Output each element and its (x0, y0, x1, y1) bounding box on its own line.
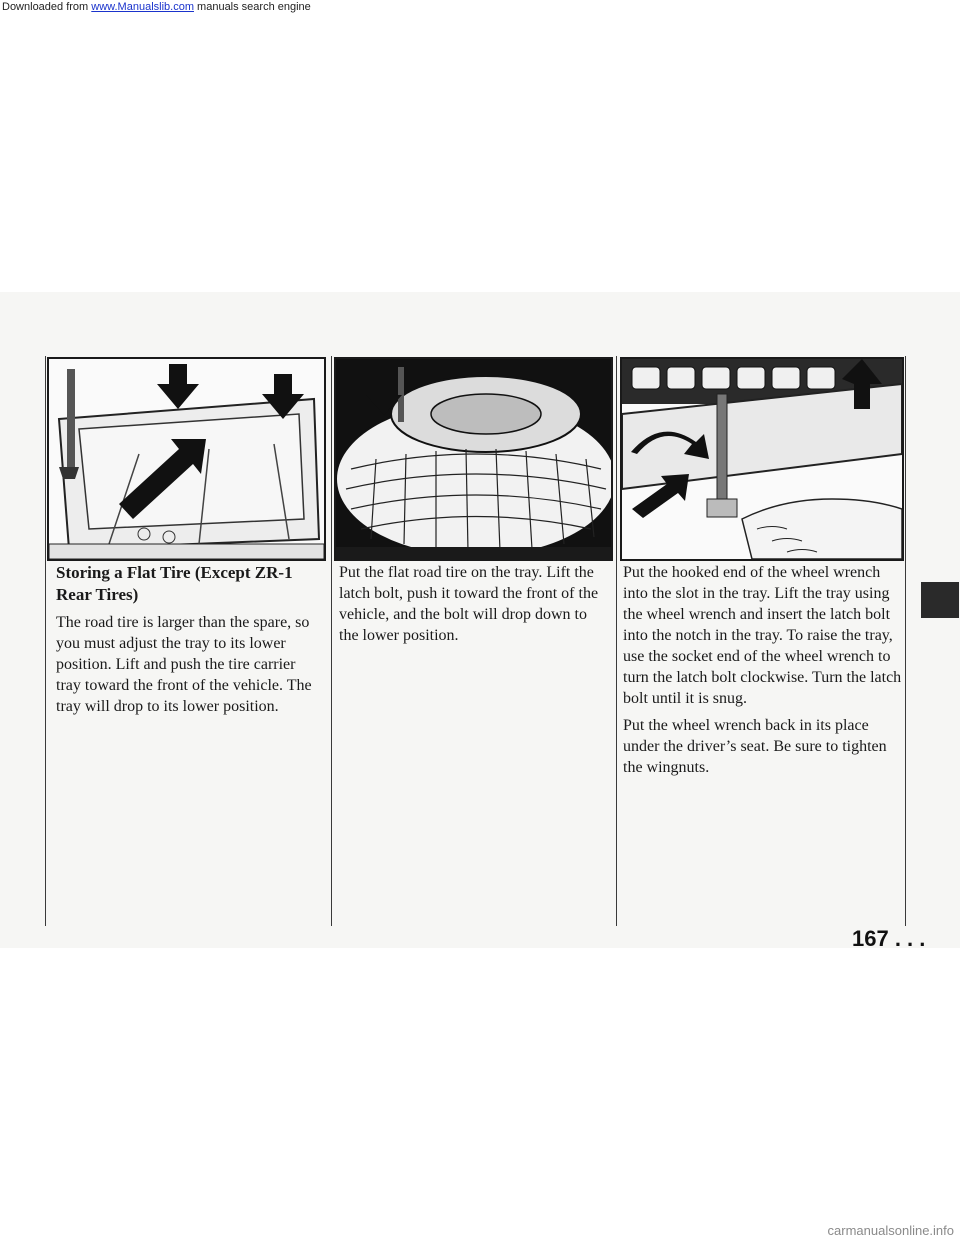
figure-tire-carrier-tray (47, 357, 326, 561)
section-tab-marker (921, 582, 959, 618)
column-3-paragraph-1: Put the hooked end of the wheel wrench into the slot in the tray. Lift the tray using the wheel wrench and insert the latch bolt into the notch in the tray. To raise the tray, use the socket end of the wheel wrench to turn the latch bolt clockwise. Turn the latch bolt until it is snug. (623, 564, 902, 707)
column-rule-far (905, 356, 906, 926)
header-suffix: manuals search engine (197, 1, 311, 13)
figure-wrench-raising-tray (620, 357, 904, 561)
column-2-paragraph: Put the flat road tire on the tray. Lift the latch bolt, push it toward the front of the vehicle, and the bolt will drop down to the lower position. (339, 564, 599, 644)
column-1-paragraph: The road tire is larger than the spare, so you must adjust the tray to its lower position. Lift and push the tire carrier tray toward the front of the vehicle. The tray will drop to its lower position. (56, 614, 312, 715)
watermark: carmanualsonline.info (827, 1223, 954, 1238)
figure-flat-tire-on-tray (334, 357, 613, 561)
column-rule-mid (331, 356, 332, 926)
column-rule-left (45, 356, 46, 926)
column-2 (339, 562, 607, 652)
column-rule-right (616, 356, 617, 926)
section-heading: Storing a Flat Tire (Except ZR-1 Rear Tires) (56, 563, 293, 604)
header-prefix: Downloaded from (2, 1, 89, 13)
column-3-paragraph-2: Put the wheel wrench back in its place under the driver’s seat. Be sure to tighten the wingnuts. (623, 717, 887, 776)
manualslib-link[interactable]: www.Manualslib.com (91, 1, 194, 13)
download-header (2, 1, 311, 13)
tray-illustration (49, 359, 324, 559)
page-number: 167 . . . (852, 926, 926, 951)
column-1 (56, 562, 320, 723)
wrench-illustration (622, 359, 902, 559)
tire-illustration (336, 359, 611, 559)
column-3 (623, 562, 903, 784)
